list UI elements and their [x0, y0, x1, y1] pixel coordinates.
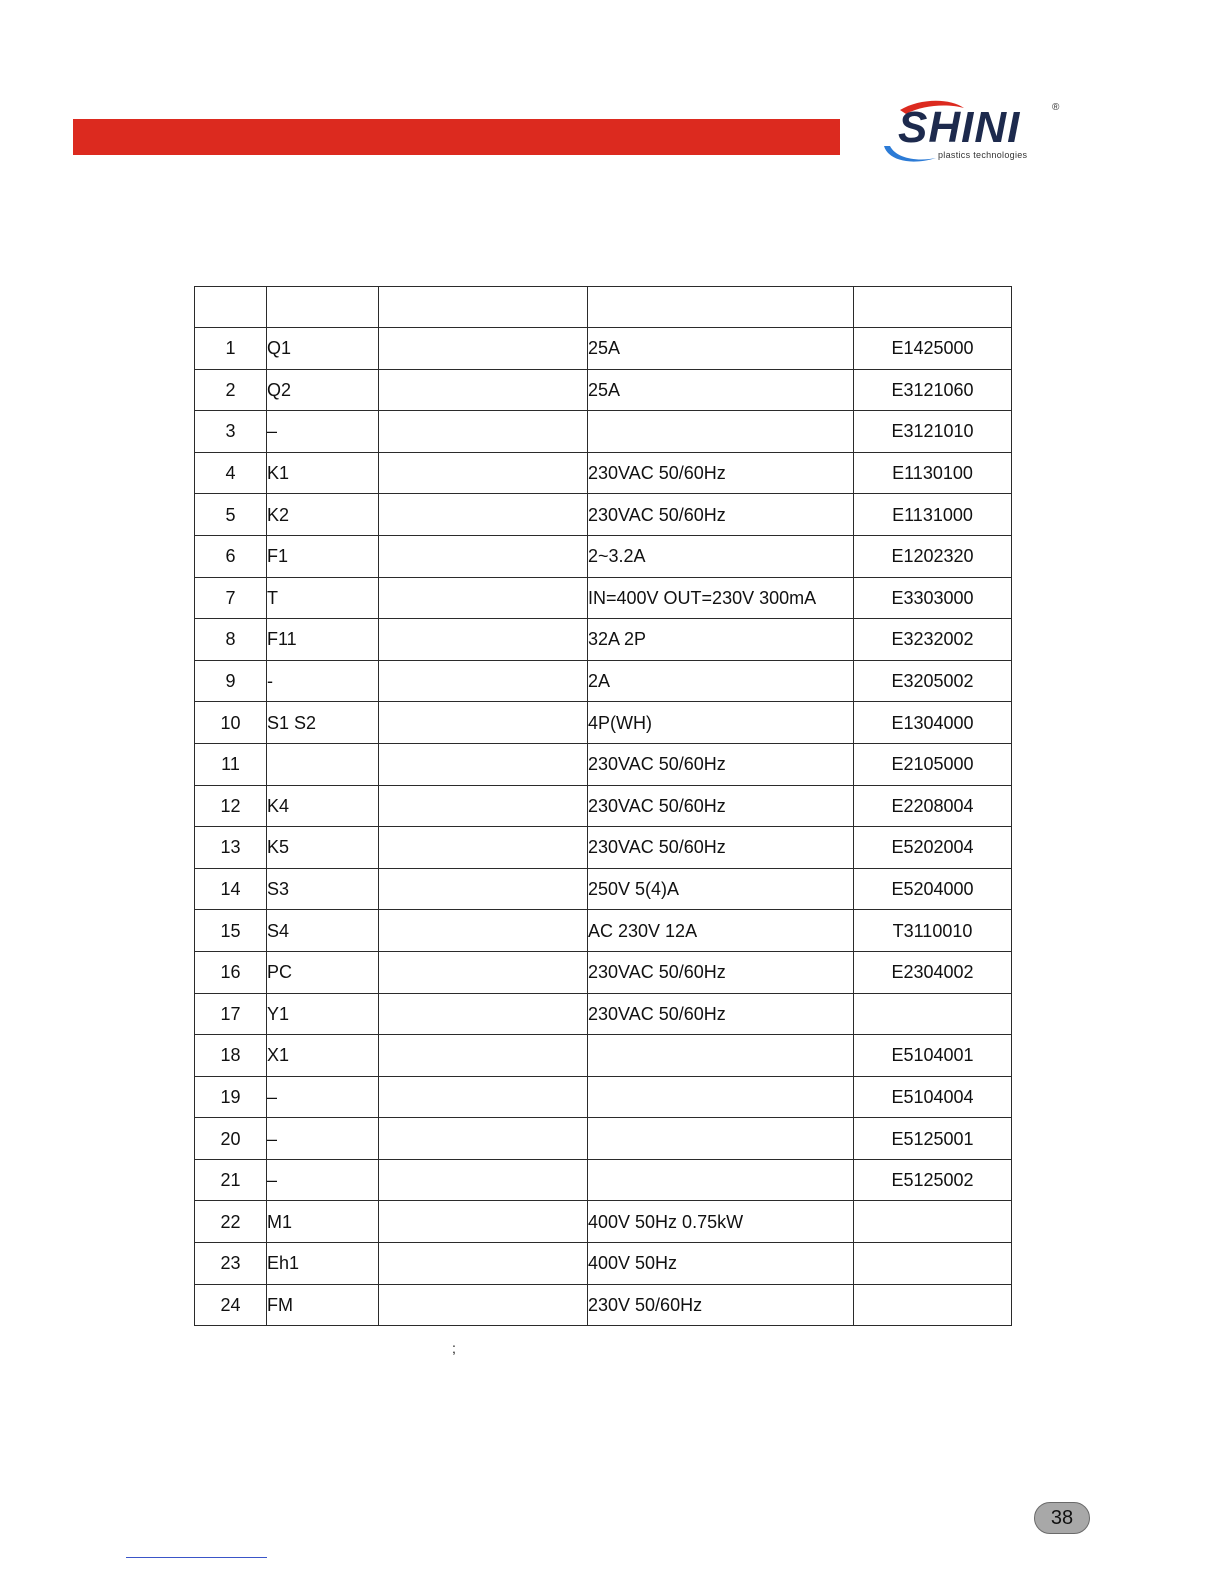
table-row: [195, 1159, 1012, 1201]
cell-no: 10: [195, 702, 267, 744]
table-row: [195, 702, 1012, 744]
cell-part-no: E5125001: [854, 1118, 1012, 1160]
cell-no: 22: [195, 1201, 267, 1243]
cell-name: [379, 1243, 588, 1285]
cell-spec: [588, 411, 854, 453]
cell-name: [379, 452, 588, 494]
cell-spec: 400V 50Hz 0.75kW: [588, 1201, 854, 1243]
header-red-bar: [73, 119, 840, 155]
registered-mark: ®: [1052, 102, 1060, 113]
table-row: [195, 868, 1012, 910]
table-row: [195, 1284, 1012, 1326]
cell-name: [379, 328, 588, 370]
cell-spec: 400V 50Hz: [588, 1243, 854, 1285]
cell-no: 3: [195, 411, 267, 453]
table-row: [195, 1076, 1012, 1118]
cell-part-no: [854, 1243, 1012, 1285]
header-code: [267, 287, 379, 328]
cell-code: –: [267, 1076, 379, 1118]
cell-spec: AC 230V 12A: [588, 910, 854, 952]
cell-part-no: E1425000: [854, 328, 1012, 370]
cell-no: 18: [195, 1035, 267, 1077]
table-row: [195, 411, 1012, 453]
table-row: [195, 1118, 1012, 1160]
cell-spec: 230VAC 50/60Hz: [588, 743, 854, 785]
cell-name: [379, 827, 588, 869]
cell-no: 23: [195, 1243, 267, 1285]
table-row: [195, 577, 1012, 619]
cell-code: PC: [267, 951, 379, 993]
cell-code: S1 S2: [267, 702, 379, 744]
cell-spec: [588, 1076, 854, 1118]
cell-spec: 230VAC 50/60Hz: [588, 785, 854, 827]
cell-name: [379, 494, 588, 536]
cell-no: 21: [195, 1159, 267, 1201]
cell-name: [379, 411, 588, 453]
cell-spec: 230VAC 50/60Hz: [588, 993, 854, 1035]
cell-name: [379, 660, 588, 702]
cell-code: –: [267, 1159, 379, 1201]
cell-no: 16: [195, 951, 267, 993]
cell-code: F1: [267, 535, 379, 577]
cell-part-no: E2208004: [854, 785, 1012, 827]
table-row: [195, 452, 1012, 494]
cell-no: 13: [195, 827, 267, 869]
cell-no: 19: [195, 1076, 267, 1118]
shini-logo: [880, 96, 1070, 168]
cell-name: [379, 1076, 588, 1118]
cell-no: 8: [195, 619, 267, 661]
cell-name: [379, 785, 588, 827]
cell-part-no: E3121010: [854, 411, 1012, 453]
table-row: [195, 827, 1012, 869]
cell-no: 15: [195, 910, 267, 952]
logo-wordmark: SHINI: [898, 103, 1021, 152]
cell-code: K4: [267, 785, 379, 827]
cell-spec: IN=400V OUT=230V 300mA: [588, 577, 854, 619]
table-row: [195, 993, 1012, 1035]
cell-no: 20: [195, 1118, 267, 1160]
cell-name: [379, 1159, 588, 1201]
cell-code: [267, 743, 379, 785]
logo-tagline: plastics technologies: [938, 150, 1028, 160]
cell-part-no: E5204000: [854, 868, 1012, 910]
cell-spec: 32A 2P: [588, 619, 854, 661]
cell-no: 2: [195, 369, 267, 411]
cell-name: [379, 993, 588, 1035]
cell-part-no: E1131000: [854, 494, 1012, 536]
cell-spec: 2A: [588, 660, 854, 702]
table-row: [195, 494, 1012, 536]
cell-code: Eh1: [267, 1243, 379, 1285]
table-row: [195, 660, 1012, 702]
cell-no: 11: [195, 743, 267, 785]
table-row: [195, 1243, 1012, 1285]
cell-part-no: [854, 1284, 1012, 1326]
cell-code: –: [267, 1118, 379, 1160]
table-row: [195, 951, 1012, 993]
cell-name: [379, 951, 588, 993]
cell-part-no: E2105000: [854, 743, 1012, 785]
cell-spec: 230VAC 50/60Hz: [588, 951, 854, 993]
cell-part-no: E3205002: [854, 660, 1012, 702]
cell-spec: 2~3.2A: [588, 535, 854, 577]
cell-spec: 230VAC 50/60Hz: [588, 494, 854, 536]
cell-code: F11: [267, 619, 379, 661]
cell-no: 17: [195, 993, 267, 1035]
header-spec: [588, 287, 854, 328]
cell-part-no: E5104004: [854, 1076, 1012, 1118]
cell-name: [379, 1201, 588, 1243]
table-row: [195, 910, 1012, 952]
table-row: [195, 743, 1012, 785]
cell-part-no: E1130100: [854, 452, 1012, 494]
cell-name: [379, 910, 588, 952]
cell-no: 12: [195, 785, 267, 827]
header-no: [195, 287, 267, 328]
header-part-no: [854, 287, 1012, 328]
cell-name: [379, 1284, 588, 1326]
cell-code: Q1: [267, 328, 379, 370]
table-note: ;: [452, 1340, 456, 1356]
cell-code: K1: [267, 452, 379, 494]
cell-part-no: E1202320: [854, 535, 1012, 577]
footer-link-underline[interactable]: [126, 1557, 267, 1558]
cell-spec: [588, 1118, 854, 1160]
cell-spec: 250V 5(4)A: [588, 868, 854, 910]
cell-part-no: E3121060: [854, 369, 1012, 411]
cell-part-no: E3232002: [854, 619, 1012, 661]
cell-name: [379, 619, 588, 661]
cell-code: FM: [267, 1284, 379, 1326]
cell-part-no: [854, 993, 1012, 1035]
cell-code: S4: [267, 910, 379, 952]
cell-code: Q2: [267, 369, 379, 411]
table-row: [195, 785, 1012, 827]
cell-part-no: E2304002: [854, 951, 1012, 993]
cell-code: X1: [267, 1035, 379, 1077]
table-row: [195, 1201, 1012, 1243]
table-header-row: [195, 287, 1012, 328]
table-row: [195, 1035, 1012, 1077]
cell-part-no: T3110010: [854, 910, 1012, 952]
cell-name: [379, 1035, 588, 1077]
cell-spec: [588, 1159, 854, 1201]
cell-code: K2: [267, 494, 379, 536]
cell-part-no: E5202004: [854, 827, 1012, 869]
table-row: [195, 535, 1012, 577]
cell-name: [379, 1118, 588, 1160]
cell-spec: 230V 50/60Hz: [588, 1284, 854, 1326]
cell-spec: 25A: [588, 328, 854, 370]
cell-spec: 230VAC 50/60Hz: [588, 827, 854, 869]
cell-name: [379, 702, 588, 744]
cell-name: [379, 868, 588, 910]
cell-code: Y1: [267, 993, 379, 1035]
cell-no: 24: [195, 1284, 267, 1326]
page-number: 38: [1034, 1502, 1090, 1534]
table-row: [195, 369, 1012, 411]
cell-part-no: [854, 1201, 1012, 1243]
cell-code: -: [267, 660, 379, 702]
cell-spec: 230VAC 50/60Hz: [588, 452, 854, 494]
table-row: [195, 619, 1012, 661]
table-row: [195, 328, 1012, 370]
cell-no: 1: [195, 328, 267, 370]
cell-part-no: E5125002: [854, 1159, 1012, 1201]
cell-code: M1: [267, 1201, 379, 1243]
cell-name: [379, 369, 588, 411]
cell-spec: [588, 1035, 854, 1077]
cell-name: [379, 535, 588, 577]
cell-spec: 4P(WH): [588, 702, 854, 744]
cell-code: K5: [267, 827, 379, 869]
cell-spec: 25A: [588, 369, 854, 411]
cell-name: [379, 577, 588, 619]
cell-no: 7: [195, 577, 267, 619]
cell-no: 6: [195, 535, 267, 577]
electrical-parts-table: [194, 286, 1012, 1326]
cell-part-no: E3303000: [854, 577, 1012, 619]
cell-code: T: [267, 577, 379, 619]
cell-no: 4: [195, 452, 267, 494]
cell-no: 14: [195, 868, 267, 910]
header-name: [379, 287, 588, 328]
cell-no: 9: [195, 660, 267, 702]
cell-no: 5: [195, 494, 267, 536]
cell-code: –: [267, 411, 379, 453]
cell-code: S3: [267, 868, 379, 910]
cell-name: [379, 743, 588, 785]
cell-part-no: E5104001: [854, 1035, 1012, 1077]
cell-part-no: E1304000: [854, 702, 1012, 744]
